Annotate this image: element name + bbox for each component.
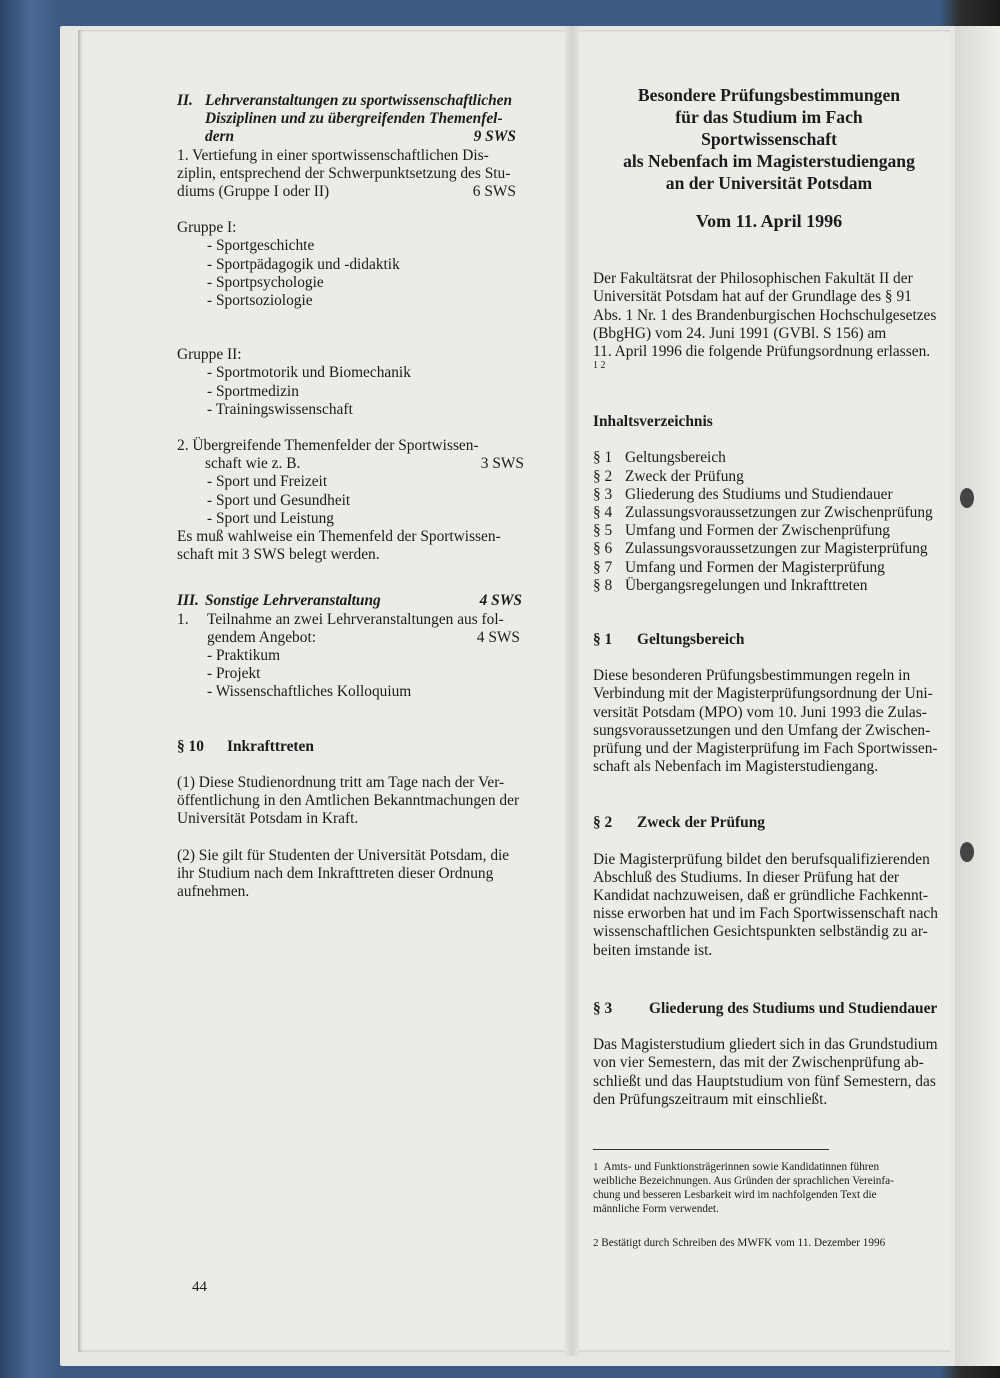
- par-1-heading: § 1 Geltungsbereich: [593, 631, 745, 649]
- par-2-heading: § 2 Zweck der Prüfung: [593, 814, 765, 832]
- toc-item: § 8 Übergangsregelungen und Inkrafttreten: [593, 576, 868, 594]
- toc-title: Inhaltsverzeichnis: [593, 413, 713, 431]
- toc-item: § 6 Zulassungsvoraussetzungen zur Magisterprüfung: [593, 540, 928, 558]
- toc-item: § 4 Zulassungsvoraussetzungen zur Zwischenprüfung: [593, 504, 933, 522]
- par-10-paragraph-1: (1) Diese Studienordnung tritt am Tage nach der Ver- öffentlichung in den Amtlichen Bekanntmachungen der Universität Potsdam in Kraft.: [177, 773, 520, 828]
- left-column: [177, 92, 542, 901]
- table-of-contents: [593, 449, 945, 595]
- toc-item: § 1 Geltungsbereich: [593, 449, 726, 467]
- item-3: 1. Teilnahme an zwei Lehrveranstaltungen aus fol- gendem Angebot: 4 SWS - Praktikum - Projekt - Wissenschaftliches Kolloquium: [177, 610, 520, 701]
- right-column: [593, 84, 945, 1250]
- par-2-text: Die Magisterprüfung bildet den berufsqualifizierenden Abschluß des Studiums. In dieser Prüfung hat der Kandidat nachzuweisen, daß er gründliche Fachkennt- nisse erworben hat und im Fach Sportwissenschaft nach wissenschaftlichen Gesichtspunkten selbständig zu ar- beiten imstande ist.: [593, 850, 938, 959]
- column-gutter: [565, 26, 579, 1356]
- par-10-paragraph-2: (2) Sie gilt für Studenten der Universität Potsdam, die ihr Studium nach dem Inkrafttreten dieser Ordnung aufnehmen.: [177, 846, 510, 900]
- section-iii-heading: III. Sonstige Lehrveranstaltung 4 SWS: [177, 592, 522, 610]
- par-3-text: Das Magisterstudium gliedert sich in das Grundstudium von vier Semestern, das mit der Zwischenprüfung ab- schließt und das Hauptstudium von fünf Semestern, das den Prüfungszeitraum mit einschließt.: [593, 1036, 938, 1108]
- item-2: 2. Übergreifende Themenfelder der Sportwissen- schaft wie z. B. 3 SWS - Sport und Freizeit - Sport und Gesundheit - Sport und Leistung Es muß wahlweise ein Themenfeld der Sportwissen- schaft mit 3 SWS belegt werden.: [177, 437, 524, 564]
- document-date: Vom 11. April 1996: [695, 211, 843, 231]
- footnote-markers: 1 2: [593, 360, 606, 372]
- binding-hole: [960, 488, 974, 508]
- footnote-separator: [593, 1149, 829, 1150]
- page-number: 44: [192, 1279, 207, 1295]
- par-3-heading: § 3 Gliederung des Studiums und Studiendauer: [593, 999, 938, 1017]
- par-10-heading: § 10 Inkrafttreten: [177, 737, 314, 755]
- toc-item: § 5 Umfang und Formen der Zwischenprüfung: [593, 522, 890, 540]
- gruppe-2: Gruppe II: - Sportmotorik und Biomechanik - Sportmedizin - Trainingswissenschaft: [177, 346, 411, 418]
- item-1: 1. Vertiefung in einer sportwissenschaftlichen Dis- ziplin, entsprechend der Schwerpunktsetzung des Stu- diums (Gruppe I oder II) 6 SWS: [177, 146, 516, 201]
- toc-item: § 3 Gliederung des Studiums und Studiendauer: [593, 485, 893, 503]
- par-1-text: Diese besonderen Prüfungsbestimmungen regeln in Verbindung mit der Magisterprüfungsordnung der Uni- versität Potsdam (MPO) vom 10. Juni 1993 die Zulas- sungsvoraussetzungen und den Umfang der Zwischen- prüfung und der Magisterprüfung im Fach Sportwissen- schaft als Nebenfach im Magisterstudiengang.: [593, 667, 938, 776]
- intro-paragraph: Der Fakultätsrat der Philosophischen Fakultät II der Universität Potsdam hat auf der Grundlage des § 91 Abs. 1 Nr. 1 des Brandenburgischen Hochschulgesetzes (BbgHG) vom 24. Juni 1991 (GVBl. S 156) am 11. April 1996 die folgende Prüfungsordnung erlassen. 1 2: [593, 270, 945, 371]
- footnote-1: 1 Amts- und Funktionsträgerinnen sowie Kandidatinnen führen weibliche Bezeichnungen. Aus Gründen der sprachlichen Vereinfa- chung und besseren Lesbarkeit wird im nachfolgenden Text die männliche Form verwendet.: [593, 1160, 894, 1215]
- section-ii-heading: II. Lehrveranstaltungen zu sportwissenschaftlichen Disziplinen und zu übergreifenden Themenfel- dern 9 SWS: [177, 92, 516, 146]
- toc-item: § 7 Umfang und Formen der Magisterprüfung: [593, 558, 885, 576]
- binding-hole: [960, 842, 974, 862]
- gruppe-1: Gruppe I: - Sportgeschichte - Sportpädagogik und -didaktik - Sportpsychologie - Sportsoziologie: [177, 219, 400, 310]
- facing-page-edge: [955, 26, 1000, 1366]
- footnote-2: 2 Bestätigt durch Schreiben des MWFK vom 11. Dezember 1996: [593, 1236, 886, 1249]
- toc-item: § 2 Zweck der Prüfung: [593, 467, 744, 485]
- document-title: Besondere Prüfungsbestimmungen für das Studium im Fach Sportwissenschaft als Nebenfach im Magisterstudiengang an der Universität Potsdam: [623, 85, 915, 193]
